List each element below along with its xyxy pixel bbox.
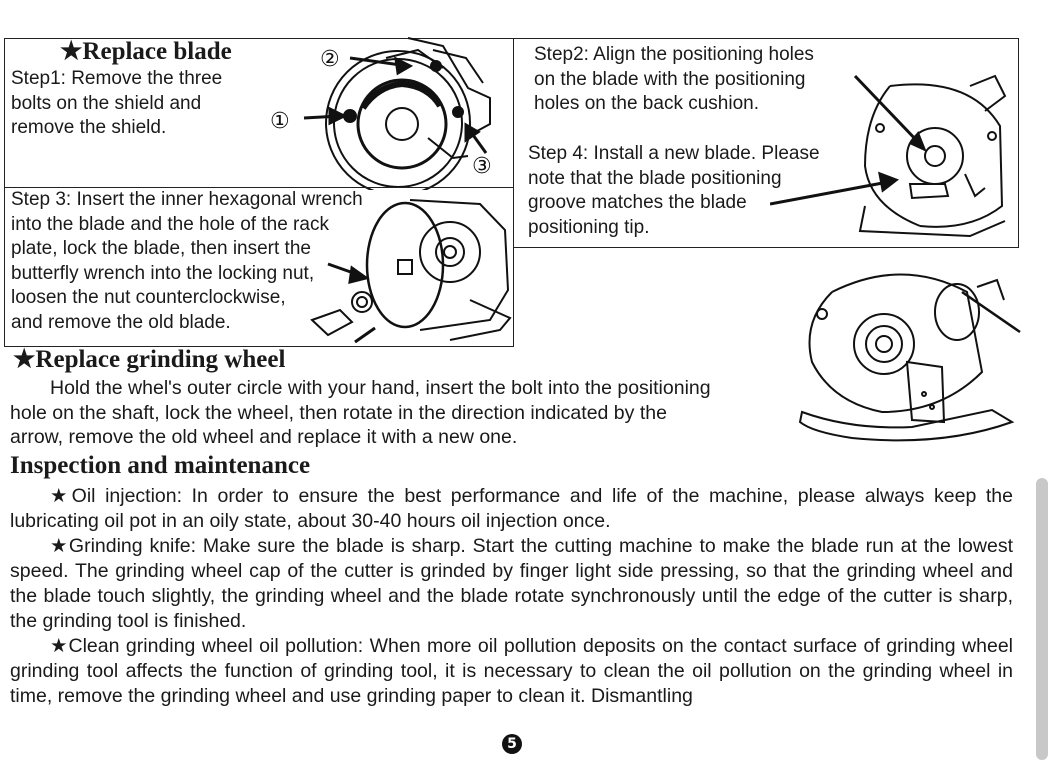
inspection-body	[10, 484, 1013, 709]
page-number: 5	[502, 734, 522, 754]
clean-wheel-paragraph: ★Clean grinding wheel oil pollution: When more oil pollution deposits on the contact surface of grinding wheel grinding tool affects the function of grinding tool, it is necessary to clean the oil pollution on the grinding wheel in time, remove the grinding wheel and use grinding paper to clean it. Dismantling	[10, 635, 1013, 707]
scrollbar[interactable]	[1036, 478, 1048, 760]
grinding-knife-paragraph: ★Grinding knife: Make sure the blade is sharp. Start the cutting machine to make the blade run at the lowest speed. The grinding wheel cap of the cutter is grinded by finger light side pressing, so that the grinding wheel and the blade touch slightly, the grinding wheel and the blade rotate synchronously until the edge of the cutter is sharp, the grinding tool is finished.	[10, 535, 1013, 632]
callout-2: ②	[320, 47, 340, 72]
step4-text: Step 4: Install a new blade. Please note that the blade positioning groove matches the blade positioning tip.	[528, 143, 820, 238]
inspection-title: Inspection and maintenance	[10, 452, 311, 479]
blade-removal-illustration	[300, 190, 512, 346]
replace-wheel-title: ★Replace grinding wheel	[13, 346, 286, 373]
step3-text: Step 3: Insert the inner hexagonal wrench into the blade and the hole of the rack plate, lock the blade, then insert the butterfly wrench into the locking nut, loosen the nut counterclockwise, and remove the old blade.	[11, 189, 363, 333]
callout-3: ③	[472, 154, 492, 179]
oil-injection-paragraph: ★Oil injection: In order to ensure the best performance and life of the machine, please always keep the lubricating oil pot in an oily state, about 30-40 hours oil injection once.	[10, 485, 1013, 532]
callout-1: ①	[270, 109, 290, 134]
grinding-wheel-illustration	[792, 262, 1024, 442]
step1-text: Step1: Remove the three bolts on the shield and remove the shield.	[11, 68, 223, 138]
shield-removal-illustration	[268, 28, 514, 190]
replace-wheel-text: Hold the whel's outer circle with your hand, insert the bolt into the positioning hole on the shaft, lock the wheel, then rotate in the direction indicated by the arrow, remove the old wheel and replace it with a new one.	[10, 377, 711, 448]
replace-blade-title: ★Replace blade	[60, 38, 232, 65]
blade-install-illustration	[770, 56, 1018, 246]
step2-text: Step2: Align the positioning holes on the blade with the positioning holes on the back cushion.	[534, 44, 814, 114]
